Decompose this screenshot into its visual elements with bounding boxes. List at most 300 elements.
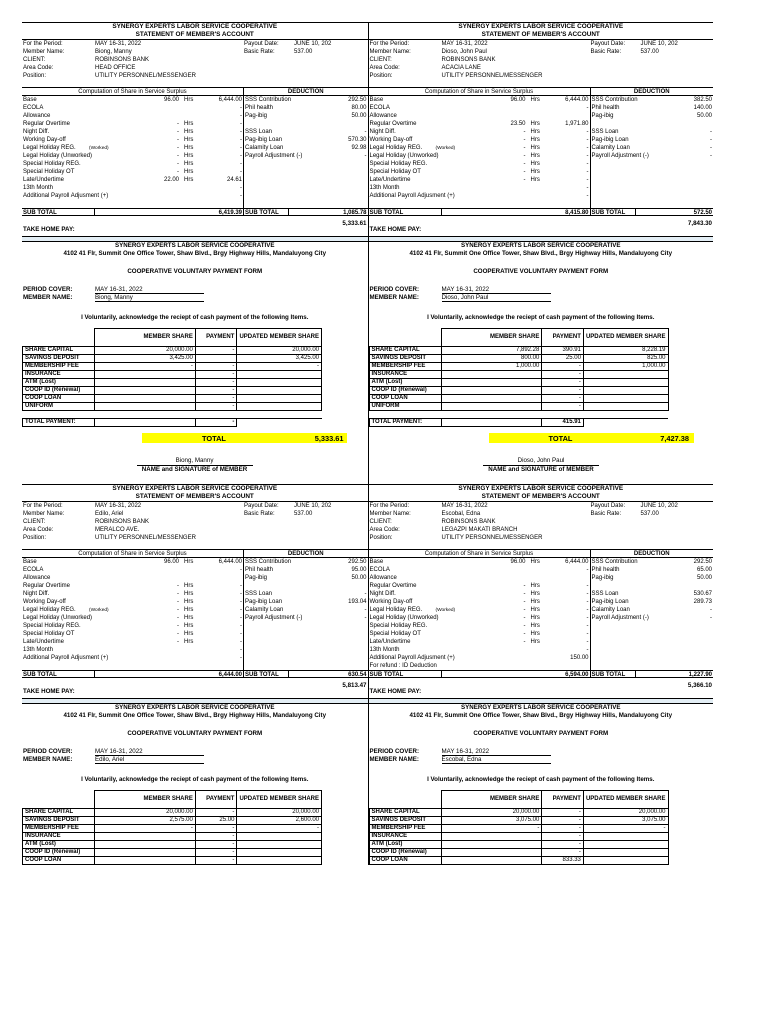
earning-label: Regular Overtime: [23, 121, 71, 127]
item-label: ATM (Lost): [23, 841, 95, 849]
earning-amount: -: [240, 153, 242, 159]
earning-label: Working Day-off: [369, 599, 413, 605]
payment-cell: 25.00: [195, 817, 237, 825]
subtotal-label: SUB TOTAL: [591, 210, 626, 216]
table-row: [369, 379, 668, 387]
item-label: SHARE CAPITAL: [369, 809, 441, 817]
deduction-amount: 292.50: [348, 559, 367, 565]
deduction-row: [244, 566, 368, 574]
signature-block: [369, 457, 714, 474]
deduction-label: Phil health: [591, 105, 620, 111]
earning-amount: -: [240, 591, 242, 597]
earning-label: Legal Holiday REG.: [23, 145, 76, 151]
subtotal-deductions: [591, 671, 714, 677]
label-rate: Basic Rate:: [244, 511, 275, 517]
form-label: MEMBER NAME:: [369, 294, 419, 301]
signature-name: Dioso, John Paul: [483, 457, 599, 466]
spacer: [369, 474, 714, 484]
earning-unit: Hrs: [530, 623, 540, 629]
earning-unit: Hrs: [184, 153, 194, 159]
spacer-cell: [369, 411, 441, 419]
deduction-row: [244, 144, 368, 152]
deduction-amount: 140.00: [693, 105, 712, 111]
earning-qty: -: [523, 599, 526, 605]
deduction-amount: 570.30: [348, 137, 367, 143]
earning-amount: -: [586, 161, 589, 167]
table-row: [23, 841, 322, 849]
deduction-label: SSS Contribution: [245, 559, 292, 565]
earning-amount: -: [586, 623, 589, 629]
label-period: For the Period:: [369, 503, 410, 509]
table-row: [369, 395, 668, 403]
earning-label: Allowance: [23, 113, 51, 119]
take-home-row: [369, 216, 714, 236]
updated-share-cell: [237, 395, 322, 403]
form-label: MEMBER NAME:: [369, 756, 419, 763]
table-row: [23, 849, 322, 857]
deduction-row: [244, 128, 368, 136]
deduction-amount: 292.50: [693, 559, 712, 565]
earning-row: [22, 136, 243, 144]
earning-row: [22, 128, 243, 136]
deduction-amount: 50.00: [351, 113, 367, 119]
earning-amount: 6,444.00: [565, 97, 589, 103]
table-row: [23, 817, 322, 825]
earning-label: Legal Holiday (Unworked): [23, 615, 93, 621]
value-period: MAY 16-31, 2022: [95, 41, 142, 47]
deduction-row: [244, 112, 368, 120]
deduction-label: Phil health: [245, 105, 274, 111]
deduction-row: [591, 128, 714, 136]
earning-qty: 23.50: [510, 121, 526, 127]
value-area: HEAD OFFICE: [95, 65, 136, 71]
label-rate: Basic Rate:: [590, 49, 622, 55]
earning-row: [22, 144, 243, 152]
updated-share-cell: [237, 841, 322, 849]
deduction-row: [591, 136, 714, 144]
earning-row: [22, 152, 243, 160]
earning-amount: -: [586, 193, 589, 199]
subtotal-earnings: [369, 671, 591, 677]
earning-label: Legal Holiday REG.: [369, 607, 423, 613]
table-row: [23, 347, 322, 355]
earning-amount: -: [240, 583, 242, 589]
earning-label: Legal Holiday REG.: [369, 145, 423, 151]
value-member: Biong, Manny: [95, 49, 132, 55]
earning-row: [369, 558, 590, 566]
total-line: [22, 433, 368, 445]
earning-amount: -: [240, 121, 242, 127]
updated-share-cell: [583, 387, 668, 395]
payment-table: [22, 328, 322, 427]
label-rate: Basic Rate:: [244, 49, 275, 55]
earning-unit: Hrs: [530, 599, 540, 605]
earning-amount: -: [240, 129, 242, 135]
member-share-cell: [441, 403, 542, 411]
label-area: Area Code:: [23, 527, 54, 533]
item-label: SHARE CAPITAL: [23, 809, 95, 817]
member-share-cell: 20,000.00: [441, 809, 542, 817]
acknowledgement: I Voluntarily, acknowledge the reciept of cash payment of the following Items.: [81, 314, 309, 321]
deduction-amount: 92.98: [351, 145, 367, 151]
item-label: ATM (Lost): [23, 379, 95, 387]
updated-share-cell: [237, 403, 322, 411]
earning-row: [22, 598, 243, 606]
item-label: SHARE CAPITAL: [23, 347, 95, 355]
item-label: INSURANCE: [369, 833, 441, 841]
deduction-row: [244, 152, 368, 160]
header-blank: [23, 329, 95, 347]
deduction-amount: 80.00: [351, 105, 367, 111]
deduction-amount: -: [710, 615, 712, 621]
signature-name: Biong, Manny: [137, 457, 253, 466]
deduction-label: Pag-ibig Loan: [591, 137, 629, 143]
earning-qty: -: [177, 121, 179, 127]
form-field: [22, 294, 368, 302]
payment-cell: [195, 355, 237, 363]
forms-row-2: [22, 704, 713, 865]
value-member: Dioso, John Paul: [441, 49, 487, 55]
payment-cell: -: [542, 395, 584, 403]
total-value: 7,427.38: [660, 434, 689, 443]
earning-label: Late/Undertime: [23, 639, 65, 645]
earning-row: [22, 614, 243, 622]
table-row: [369, 809, 668, 817]
earning-label: Allowance: [369, 575, 397, 581]
payment-cell: -: [542, 371, 584, 379]
item-label: SHARE CAPITAL: [369, 347, 441, 355]
subtotal-earnings: [369, 209, 591, 215]
earning-unit: Hrs: [530, 631, 540, 637]
earning-label: Additional Payroll Adjusment (+): [23, 193, 109, 199]
earning-label: Night Diff.: [369, 591, 396, 597]
table-row: [23, 825, 322, 833]
earning-amount: -: [240, 193, 242, 199]
earning-unit: Hrs: [184, 129, 194, 135]
deduction-amount: -: [364, 591, 367, 597]
statement-body: [22, 95, 368, 208]
earning-row: [22, 120, 243, 128]
earning-qty: -: [177, 615, 179, 621]
deduction-label: SSS Contribution: [245, 97, 292, 103]
deduction-label: Payroll Adjustment (-): [245, 153, 303, 159]
form-value-member: Dioso, John Paul: [442, 294, 551, 302]
table-row: [23, 833, 322, 841]
earning-amount: -: [240, 639, 242, 645]
earning-row: [369, 638, 590, 646]
payment-cell: -: [195, 849, 237, 857]
column-col_payment: PAYMENT: [542, 791, 584, 809]
member-share-cell: [441, 841, 542, 849]
payment-cell: -: [195, 363, 237, 371]
table-row: [23, 403, 322, 411]
column-col_member_share: MEMBER SHARE: [441, 329, 542, 347]
header-blank: [369, 791, 441, 809]
value-member: Edilo, Ariel: [95, 511, 124, 517]
table-row: [369, 387, 668, 395]
updated-share-cell: -: [583, 825, 668, 833]
earning-label: Base: [369, 559, 384, 565]
payment-cell: -: [195, 347, 237, 355]
signature-caption: NAME and SIGNATURE of MEMBER: [488, 466, 594, 473]
deduction-label: Payroll Adjustment (-): [591, 153, 649, 159]
table-row: [23, 371, 322, 379]
member-info: [22, 501, 368, 549]
form-label: PERIOD COVER:: [23, 286, 73, 293]
item-label: COOP ID (Renewal): [23, 387, 95, 395]
payslip-page: [22, 22, 713, 865]
table-row: [369, 363, 668, 371]
earning-row: [22, 582, 243, 590]
member-info: [369, 39, 714, 87]
earning-unit: Hrs: [530, 591, 540, 597]
earning-amount: -: [586, 185, 589, 191]
statement-title: STATEMENT OF MEMBER'S ACCOUNT: [481, 493, 600, 500]
item-label: COOP ID (Renewal): [23, 849, 95, 857]
payment-table: [22, 790, 322, 865]
subtotal-earnings-value: 6,594.00: [565, 672, 589, 678]
earning-qty: -: [177, 137, 179, 143]
earning-amount: -: [240, 137, 242, 143]
earnings-column: [22, 558, 244, 670]
take-home-label: TAKE HOME PAY:: [23, 688, 75, 695]
statement-of-account: [22, 22, 368, 242]
payment-cell: -: [542, 825, 584, 833]
earning-qty: -: [177, 129, 179, 135]
table-row: [23, 387, 322, 395]
blank-cell: [95, 419, 196, 427]
earning-qty: -: [177, 583, 179, 589]
deduction-amount: -: [364, 153, 367, 159]
earning-amount: -: [240, 631, 242, 637]
payment-cell: -: [542, 403, 584, 411]
earning-row: [22, 192, 243, 200]
section-header: [22, 87, 368, 95]
section-header: [22, 549, 368, 557]
earning-row-extra: [22, 200, 243, 208]
earning-amount: -: [240, 113, 242, 119]
coop-address: 4102 41 Flr, Summit One Office Tower, Shaw Blvd., Brgy Highway Hills, Mandaluyong City: [409, 712, 673, 719]
form-field: [22, 756, 368, 764]
earning-row: [369, 136, 590, 144]
value-position: UTILITY PERSONNEL/MESSENGER: [441, 73, 543, 79]
deduction-label: Pag-ibig Loan: [591, 599, 629, 605]
updated-share-cell: 825.00: [583, 355, 668, 363]
deduction-row: [244, 96, 368, 104]
member-share-cell: -: [441, 825, 542, 833]
earning-unit: Hrs: [530, 153, 540, 159]
earning-qty: -: [177, 169, 179, 175]
deduction-label: Pag-ibig Loan: [245, 599, 283, 605]
earning-row: [369, 176, 590, 184]
payment-cell: 25.00: [542, 355, 584, 363]
earning-amount: 150.00: [570, 655, 589, 661]
member-share-cell: 3,075.00: [441, 817, 542, 825]
payment-cell: -: [542, 379, 584, 387]
payment-cell: -: [542, 363, 584, 371]
updated-share-cell: [583, 833, 668, 841]
payment-cell: 390.91: [542, 347, 584, 355]
deduction-row: [244, 614, 368, 622]
item-label: ATM (Lost): [369, 379, 441, 387]
earning-label: Regular Overtime: [369, 583, 417, 589]
subtotal-deductions-value: 1,227.90: [688, 672, 712, 678]
deduction-amount: 292.50: [348, 97, 367, 103]
earning-amount: -: [586, 583, 589, 589]
earning-amount: -: [240, 647, 242, 653]
deduction-amount: 50.00: [696, 575, 712, 581]
earning-unit: Hrs: [184, 137, 194, 143]
earning-unit: Hrs: [530, 137, 540, 143]
label-member: Member Name:: [23, 49, 65, 55]
take-home-row: [22, 678, 368, 698]
table-row: [23, 857, 322, 865]
earning-row: [369, 574, 590, 582]
earning-amount: -: [240, 607, 242, 613]
label-position: Position:: [369, 535, 393, 541]
item-label: UNIFORM: [23, 403, 95, 411]
earning-qty: 96.00: [510, 97, 526, 103]
member-share-cell: [95, 371, 196, 379]
payment-cell: -: [195, 387, 237, 395]
earning-unit: Hrs: [184, 145, 194, 151]
earning-amount: -: [586, 607, 589, 613]
deduction-label: Phil health: [591, 567, 620, 573]
earning-label: Regular Overtime: [369, 121, 417, 127]
earnings-column: [22, 96, 244, 208]
earning-amount: -: [240, 623, 242, 629]
updated-share-cell: [583, 403, 668, 411]
deduction-label: Pag-ibig: [245, 575, 268, 581]
divider: [288, 671, 289, 677]
form-field: [369, 756, 714, 764]
deduction-amount: -: [710, 607, 712, 613]
total-payment-value: -: [195, 419, 237, 427]
form-value-period: MAY 16-31, 2022: [442, 286, 551, 294]
deduction-row: [591, 598, 714, 606]
label-area: Area Code:: [369, 527, 400, 533]
item-label: COOP LOAN: [369, 395, 441, 403]
earning-unit: Hrs: [530, 177, 540, 183]
label-payout: Payout Date:: [244, 41, 279, 47]
member-share-cell: [441, 849, 542, 857]
updated-share-cell: 3,425.00: [237, 355, 322, 363]
earning-unit: Hrs: [530, 607, 540, 613]
section-header: [369, 87, 714, 95]
subtotal-label: SUB TOTAL: [23, 672, 57, 678]
earning-label: Allowance: [369, 113, 397, 119]
earning-qty: -: [177, 607, 179, 613]
earning-qty: -: [523, 137, 526, 143]
value-area: LEGAZPI MAKATI BRANCH: [441, 527, 518, 533]
item-label: ATM (Lost): [369, 841, 441, 849]
label-position: Position:: [369, 73, 393, 79]
spacer: [22, 738, 368, 748]
earning-label: Base: [369, 97, 384, 103]
earning-amount: -: [586, 639, 589, 645]
table-row: [23, 395, 322, 403]
statement-of-account: [368, 484, 714, 704]
item-label: INSURANCE: [23, 833, 95, 841]
deduction-label: Payroll Adjustment (-): [245, 615, 303, 621]
earning-row: [369, 614, 590, 622]
earning-qty: -: [177, 639, 179, 645]
form-value-period: MAY 16-31, 2022: [442, 748, 551, 756]
total-payment-label: TOTAL PAYMENT:: [23, 419, 95, 427]
earning-unit: Hrs: [530, 615, 540, 621]
blank-cell: [237, 419, 322, 427]
deduction-row: [591, 566, 714, 574]
earning-amount: 6,444.00: [218, 97, 242, 103]
acknowledgement: I Voluntarily, acknowledge the reciept of cash payment of the following Items.: [81, 776, 309, 783]
payment-cell: -: [195, 841, 237, 849]
earning-amount: -: [240, 567, 242, 573]
deduction-label: Pag-ibig: [591, 575, 614, 581]
earning-amount: -: [586, 169, 589, 175]
payment-table: [369, 328, 669, 427]
deduction-amount: 193.04: [348, 599, 367, 605]
deduction-row: [244, 558, 368, 566]
updated-share-cell: 20,000.00: [237, 809, 322, 817]
label-payout: Payout Date:: [590, 41, 626, 47]
total-label: TOTAL: [548, 434, 573, 443]
value-rate: 537.00: [640, 511, 659, 517]
earnings-column: [369, 96, 591, 208]
deduction-label: Pag-ibig Loan: [245, 137, 283, 143]
subtotal-label: SUB TOTAL: [23, 210, 57, 216]
deduction-header: DEDUCTION: [287, 551, 324, 557]
earning-label: 13th Month: [23, 647, 54, 653]
form-field: [369, 294, 714, 302]
earning-row: [22, 630, 243, 638]
earning-qty: -: [523, 631, 526, 637]
subtotal-deductions: [244, 671, 368, 677]
value-position: UTILITY PERSONNEL/MESSENGER: [95, 73, 196, 79]
statement-body: [369, 95, 714, 208]
statements-row-1: [22, 22, 713, 242]
earning-label: Additional Payroll Adjusment (+): [23, 655, 109, 661]
table-row: [23, 363, 322, 371]
statement-body: [369, 557, 714, 670]
column-col_payment: PAYMENT: [195, 791, 237, 809]
earning-qty: -: [523, 145, 526, 151]
payment-cell: -: [542, 849, 584, 857]
deduction-amount: 382.50: [693, 97, 712, 103]
earning-row: [22, 646, 243, 654]
table-row: [369, 371, 668, 379]
member-share-cell: -: [95, 363, 196, 371]
earning-amount: -: [240, 599, 242, 605]
form-value-member: Edilo, Ariel: [95, 756, 204, 764]
earning-label: Base: [23, 559, 37, 565]
payment-cell: -: [542, 841, 584, 849]
earning-unit: Hrs: [184, 121, 194, 127]
total-line: [369, 433, 714, 445]
label-client: CLIENT:: [23, 519, 46, 525]
item-label: UNIFORM: [369, 403, 441, 411]
earning-row: [22, 160, 243, 168]
deduction-row: [591, 104, 714, 112]
earning-row: [369, 598, 590, 606]
earning-label: Working Day-off: [369, 137, 413, 143]
deduction-label: Calamity Loan: [245, 145, 284, 151]
spacer: [22, 276, 368, 286]
payment-cell: -: [195, 371, 237, 379]
earning-row: [369, 96, 590, 104]
earning-row: [369, 104, 590, 112]
acknowledgement: I Voluntarily, acknowledge the reciept of cash payment of the following Items.: [427, 314, 655, 321]
member-share-cell: [95, 857, 196, 865]
